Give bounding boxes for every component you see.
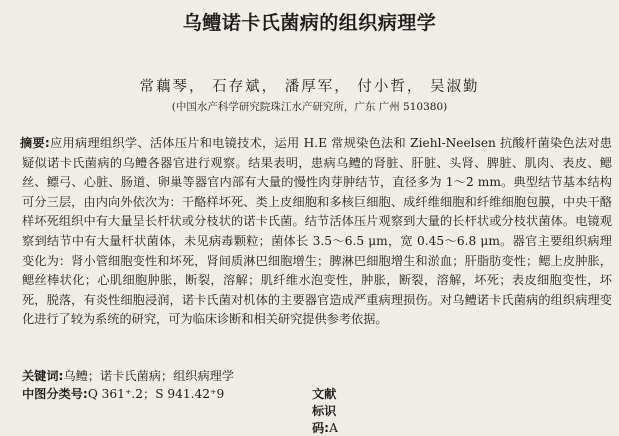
document-code-label: 文献标识码:: [312, 387, 337, 435]
paper-title: 乌鳢诺卡氏菌病的组织病理学: [182, 12, 437, 34]
keywords-label: 关键词:: [22, 369, 64, 383]
keywords-text: 乌鳢；诺卡氏菌病；组织病理学: [63, 369, 235, 383]
document-code: [312, 385, 338, 436]
document-code-value: A: [329, 421, 338, 435]
abstract-label: 摘要:: [20, 136, 50, 150]
classification-line: [22, 385, 338, 435]
classification-code: Q 361⁺.2；S 941.42⁺9: [87, 387, 225, 401]
keywords: [22, 367, 234, 384]
author-affiliation: (中国水产科学研究院珠江水产研究所，广东 广州 510380): [171, 101, 448, 113]
classification-label: 中图分类号:: [22, 387, 88, 401]
abstract-text: 应用病理组织学、活体压片和电镜技术，运用 H.E 常规染色法和 Ziehl-Neelsen 抗酸杆菌染色法对患疑似诺卡氏菌病的乌鳢各器官进行观察。结果表明，患病乌鳢的肾脏、肝脏、头肾、脾脏、肌肉、表皮、鳃丝、鳔弓、心脏、肠道、卵巢等器官内部有大量的慢性肉芽肿结节，直径多为 1～2 mm。典型结节基本结构可分三层，由内向外依次为：干酪样坏死、类上皮细胞和多核巨细胞、成纤维细胞和纤维细胞包膜，中央干酪样坏死组织中有大量呈长杆状或分枝状的诺卡氏菌。结节活体压片观察到大量的长杆状或分枝状菌体。电镜观察到结节中有大量杆状菌体，未见病毒颗粒；菌体长 3.5～6.5 μm，宽 0.45～6.8 μm。器官主要组织病理变化为：肾小管细胞变性和坏死，肾间质淋巴细胞增生；脾淋巴细胞增生和淤血；肝脂肪变性；鳃上皮肿胀，鳃丝棒状化；心肌细胞肿胀，断裂，溶解；肌纤维水泡变性，肿胀，断裂，溶解，坏死；表皮细胞变性，坏死，脱落，有炎性细胞浸润，诺卡氏菌对机体的主要器官造成严重病理损伤。对乌鳢诺卡氏菌病的组织病理变化进行了较为系统的研究，可为临床诊断和相关研究提供参考依据。: [22, 136, 612, 327]
abstract: [22, 134, 612, 330]
author-list: 常藕琴， 石存斌， 潘厚军， 付小哲， 吴淑勤: [139, 79, 480, 95]
